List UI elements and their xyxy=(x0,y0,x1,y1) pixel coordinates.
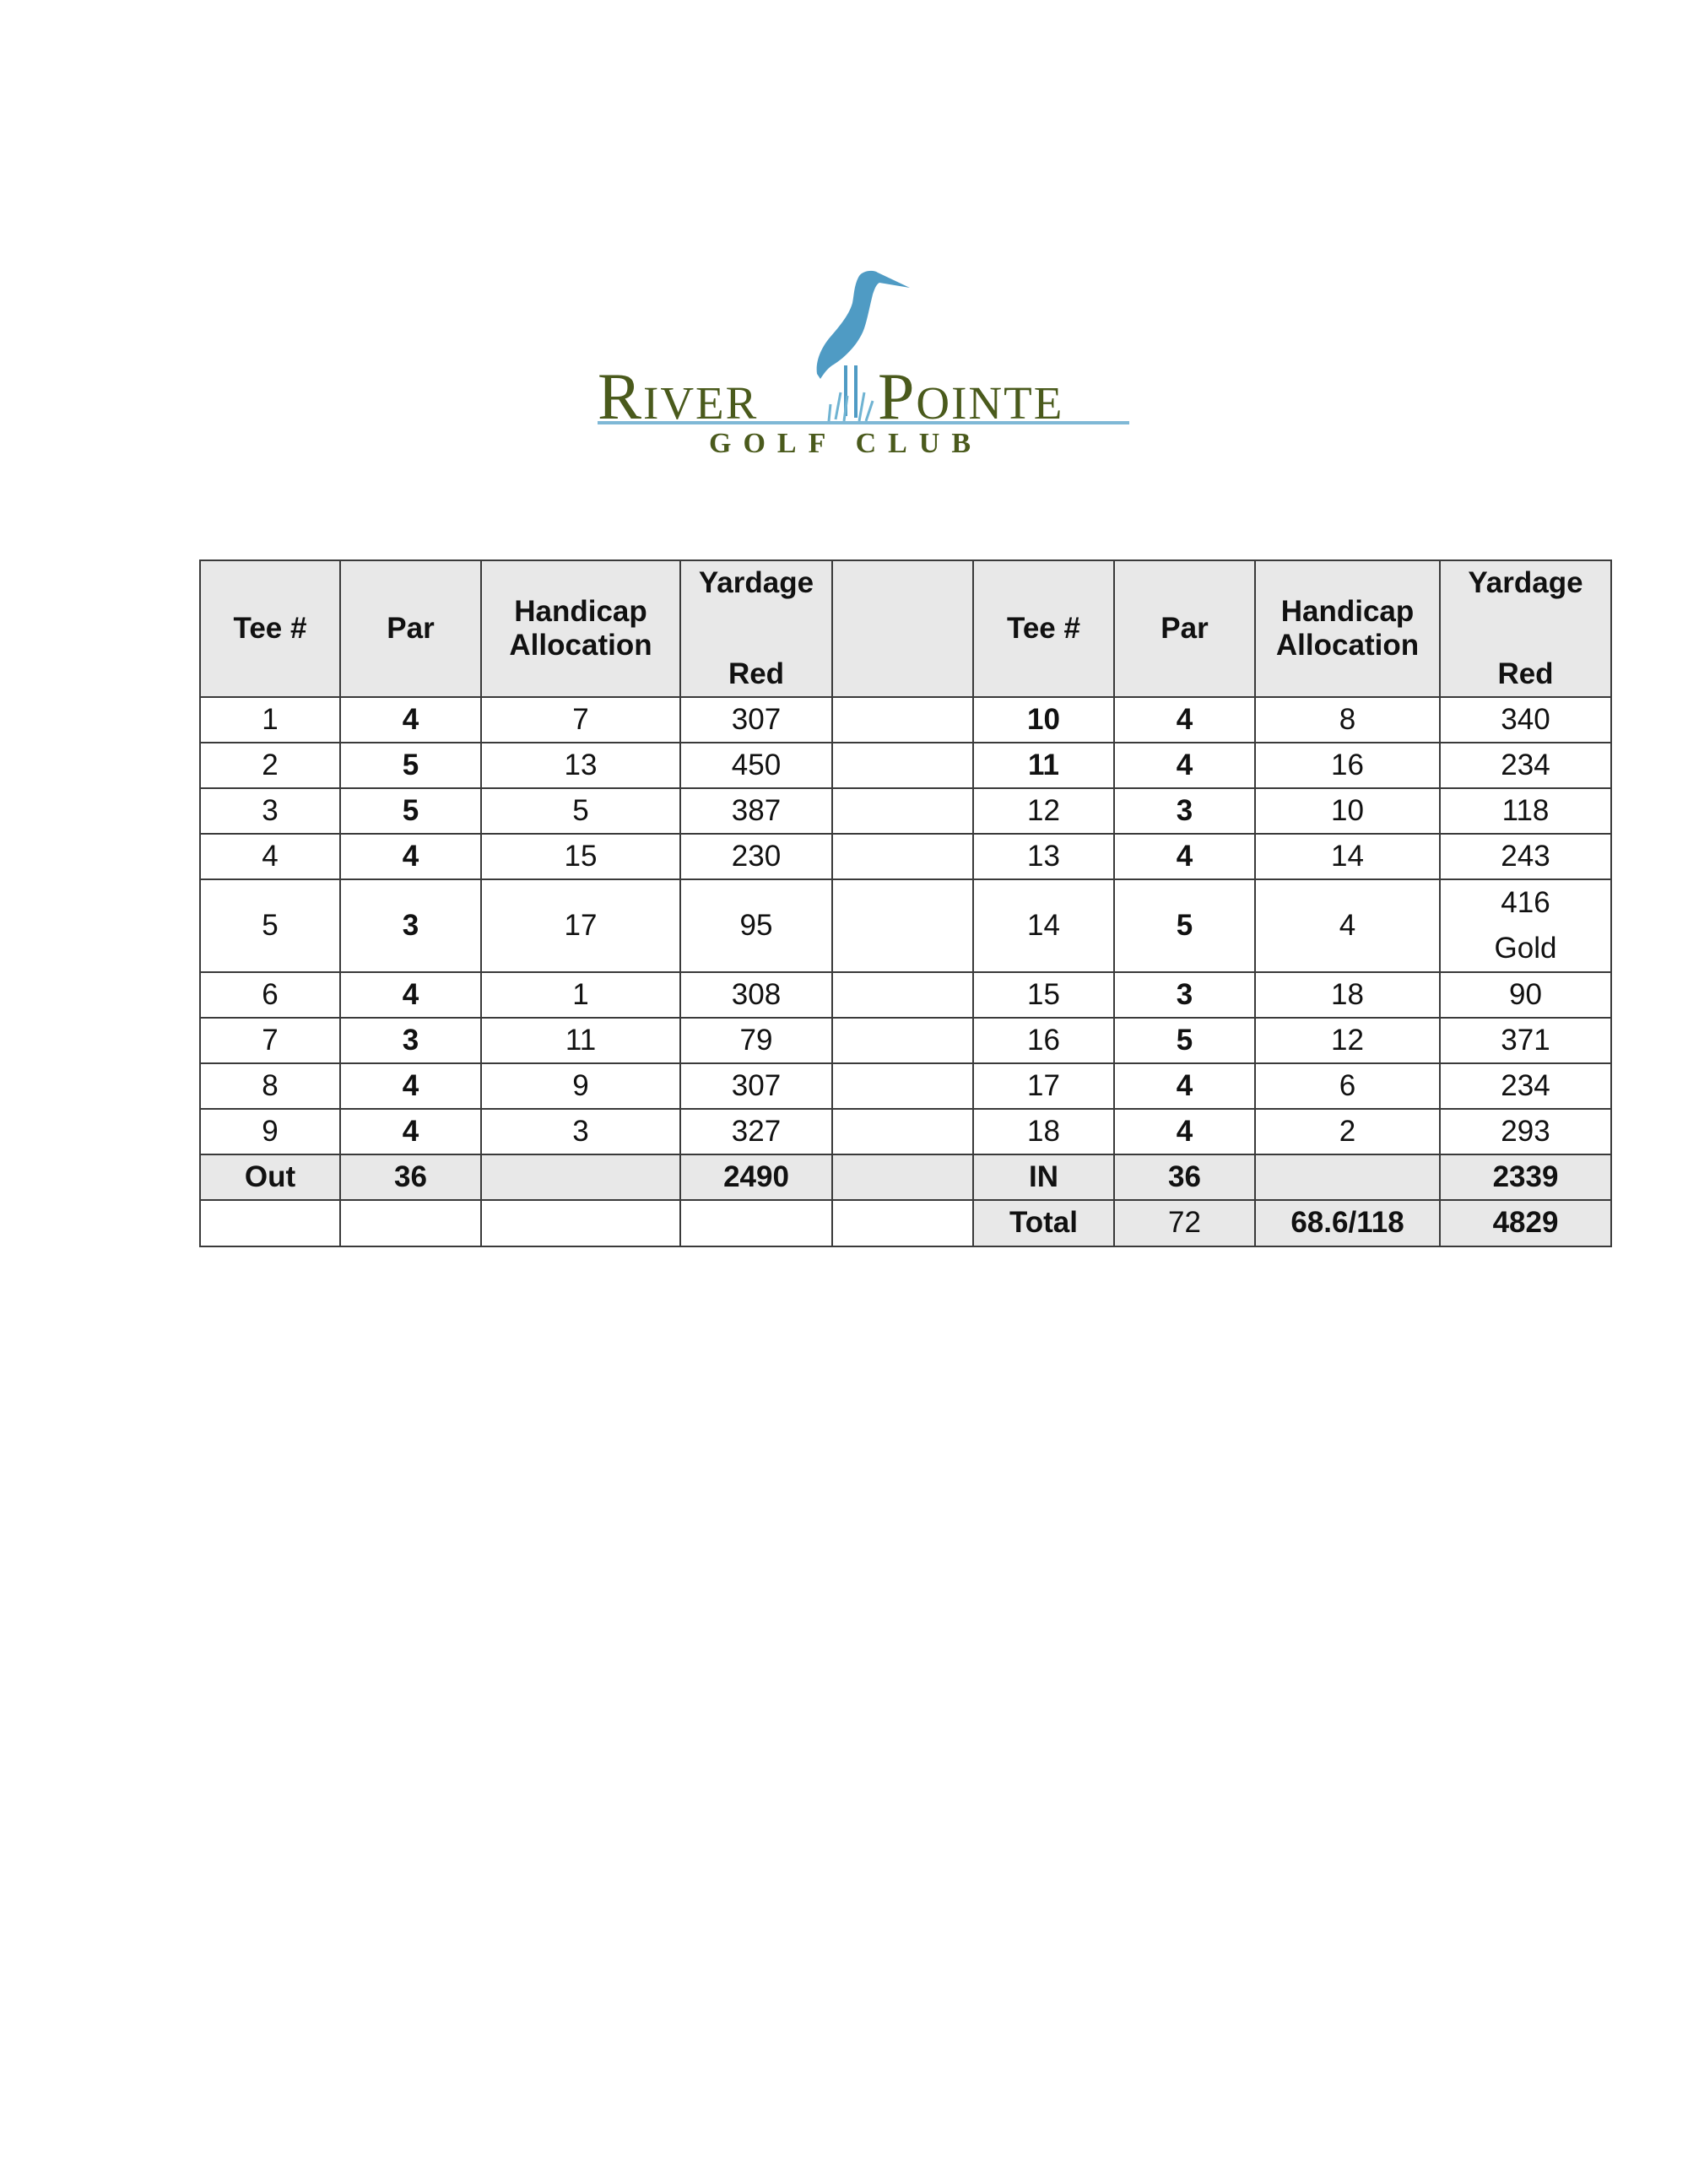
tee-cell: 2 xyxy=(200,743,340,788)
yardage-cell: 307 xyxy=(680,1063,832,1109)
par-cell: 4 xyxy=(340,1063,481,1109)
yardage-cell: 327 xyxy=(680,1109,832,1154)
empty-cell xyxy=(481,1200,680,1246)
par-cell: 3 xyxy=(1114,972,1255,1018)
total-rating: 68.6/118 xyxy=(1255,1200,1440,1246)
par-cell: 4 xyxy=(1114,1109,1255,1154)
yardage-cell: 79 xyxy=(680,1018,832,1063)
subtotal-row xyxy=(200,1154,1611,1200)
par-cell: 3 xyxy=(340,1018,481,1063)
hole-row xyxy=(200,972,1611,1018)
in-yardage: 2339 xyxy=(1440,1154,1611,1200)
par-cell: 4 xyxy=(1114,834,1255,879)
spacer-cell xyxy=(832,1018,973,1063)
out-par: 36 xyxy=(340,1154,481,1200)
scorecard-table xyxy=(199,560,1612,1247)
handicap-cell: 7 xyxy=(481,697,680,743)
yardage-cell: 234 xyxy=(1440,1063,1611,1109)
header-yardage-back xyxy=(1440,560,1611,697)
hole-row xyxy=(200,1109,1611,1154)
tee-cell: 16 xyxy=(973,1018,1114,1063)
out-handicap-empty xyxy=(481,1154,680,1200)
logo-subtitle: GOLF CLUB xyxy=(709,428,983,459)
par-cell: 5 xyxy=(1114,1018,1255,1063)
yardage-cell: 234 xyxy=(1440,743,1611,788)
tee-cell: 12 xyxy=(973,788,1114,834)
hole-row xyxy=(200,743,1611,788)
spacer-cell xyxy=(832,879,973,972)
yardage-cell: 307 xyxy=(680,697,832,743)
spacer-cell xyxy=(832,788,973,834)
tee-cell: 1 xyxy=(200,697,340,743)
in-label: IN xyxy=(973,1154,1114,1200)
header-tee-back: Tee # xyxy=(973,560,1114,697)
tee-cell: 18 xyxy=(973,1109,1114,1154)
subtotal-spacer xyxy=(832,1154,973,1200)
yardage-cell: 243 xyxy=(1440,834,1611,879)
hole-row xyxy=(200,834,1611,879)
handicap-cell: 8 xyxy=(1255,697,1440,743)
hole-row xyxy=(200,697,1611,743)
tee-cell: 4 xyxy=(200,834,340,879)
empty-cell xyxy=(200,1200,340,1246)
handicap-cell: 4 xyxy=(1255,879,1440,972)
handicap-cell: 18 xyxy=(1255,972,1440,1018)
logo-wordmark-right: Pointe xyxy=(878,359,1064,433)
total-label: Total xyxy=(973,1200,1114,1246)
yardage-cell: 387 xyxy=(680,788,832,834)
empty-cell xyxy=(340,1200,481,1246)
yardage-note: Gold xyxy=(1494,932,1557,965)
par-cell: 5 xyxy=(340,788,481,834)
hole-row xyxy=(200,1018,1611,1063)
tee-cell: 5 xyxy=(200,879,340,972)
logo-wordmark-left: River xyxy=(598,359,759,433)
tee-cell: 15 xyxy=(973,972,1114,1018)
par-cell: 4 xyxy=(1114,1063,1255,1109)
header-handicap-back xyxy=(1255,560,1440,697)
yardage-cell: 340 xyxy=(1440,697,1611,743)
handicap-cell: 12 xyxy=(1255,1018,1440,1063)
in-par: 36 xyxy=(1114,1154,1255,1200)
yardage-cell: 371 xyxy=(1440,1018,1611,1063)
out-yardage: 2490 xyxy=(680,1154,832,1200)
header-par-back: Par xyxy=(1114,560,1255,697)
club-logo xyxy=(591,266,1131,468)
header-handicap-line1: Handicap xyxy=(514,594,647,628)
in-handicap-empty xyxy=(1255,1154,1440,1200)
tee-cell: 14 xyxy=(973,879,1114,972)
header-spacer xyxy=(832,560,973,697)
header-handicap-front xyxy=(481,560,680,697)
handicap-cell: 15 xyxy=(481,834,680,879)
hole-row xyxy=(200,788,1611,834)
header-handicap-line1: Handicap xyxy=(1280,594,1415,628)
header-handicap-line2: Allocation xyxy=(509,629,652,662)
par-cell: 3 xyxy=(1114,788,1255,834)
empty-cell xyxy=(680,1200,832,1246)
handicap-cell: 17 xyxy=(481,879,680,972)
handicap-cell: 2 xyxy=(1255,1109,1440,1154)
spacer-cell xyxy=(832,697,973,743)
tee-cell: 9 xyxy=(200,1109,340,1154)
yardage-cell: 90 xyxy=(1440,972,1611,1018)
par-cell: 4 xyxy=(340,972,481,1018)
yardage-cell: 230 xyxy=(680,834,832,879)
par-cell: 4 xyxy=(340,697,481,743)
spacer-cell xyxy=(832,1109,973,1154)
par-cell: 5 xyxy=(340,743,481,788)
header-yardage-label: Yardage xyxy=(1468,566,1583,599)
par-cell: 4 xyxy=(340,834,481,879)
handicap-cell: 14 xyxy=(1255,834,1440,879)
tee-cell: 13 xyxy=(973,834,1114,879)
tee-cell: 17 xyxy=(973,1063,1114,1109)
par-cell: 4 xyxy=(1114,743,1255,788)
tee-cell: 11 xyxy=(973,743,1114,788)
handicap-cell: 9 xyxy=(481,1063,680,1109)
header-yardage-front xyxy=(680,560,832,697)
out-label: Out xyxy=(200,1154,340,1200)
handicap-cell: 1 xyxy=(481,972,680,1018)
header-yardage-label: Yardage xyxy=(698,566,814,599)
yardage-cell: 450 xyxy=(680,743,832,788)
handicap-cell: 16 xyxy=(1255,743,1440,788)
header-tee-front: Tee # xyxy=(200,560,340,697)
handicap-cell: 11 xyxy=(481,1018,680,1063)
par-cell: 4 xyxy=(340,1109,481,1154)
handicap-cell: 13 xyxy=(481,743,680,788)
yardage-cell: 95 xyxy=(680,879,832,972)
header-red-label: Red xyxy=(1497,657,1554,690)
tee-cell: 6 xyxy=(200,972,340,1018)
tee-cell: 7 xyxy=(200,1018,340,1063)
total-row xyxy=(200,1200,1611,1246)
spacer-cell xyxy=(832,1063,973,1109)
tee-cell: 3 xyxy=(200,788,340,834)
spacer-cell xyxy=(832,972,973,1018)
empty-cell xyxy=(832,1200,973,1246)
spacer-cell xyxy=(832,743,973,788)
tee-cell: 8 xyxy=(200,1063,340,1109)
yardage-value: 416 xyxy=(1501,886,1550,919)
hole-row xyxy=(200,879,1611,972)
total-par: 72 xyxy=(1114,1200,1255,1246)
hole-row xyxy=(200,1063,1611,1109)
yardage-cell: 293 xyxy=(1440,1109,1611,1154)
header-handicap-line2: Allocation xyxy=(1275,629,1420,662)
handicap-cell: 5 xyxy=(481,788,680,834)
tee-cell: 10 xyxy=(973,697,1114,743)
par-cell: 5 xyxy=(1114,879,1255,972)
par-cell: 3 xyxy=(340,879,481,972)
spacer-cell xyxy=(832,834,973,879)
handicap-cell: 10 xyxy=(1255,788,1440,834)
par-cell: 4 xyxy=(1114,697,1255,743)
total-yardage: 4829 xyxy=(1440,1200,1611,1246)
header-red-label: Red xyxy=(728,657,785,690)
yardage-cell: 308 xyxy=(680,972,832,1018)
handicap-cell: 6 xyxy=(1255,1063,1440,1109)
header-row xyxy=(200,560,1611,697)
handicap-cell: 3 xyxy=(481,1109,680,1154)
header-par-front: Par xyxy=(340,560,481,697)
yardage-cell xyxy=(1440,879,1611,972)
yardage-cell: 118 xyxy=(1440,788,1611,834)
